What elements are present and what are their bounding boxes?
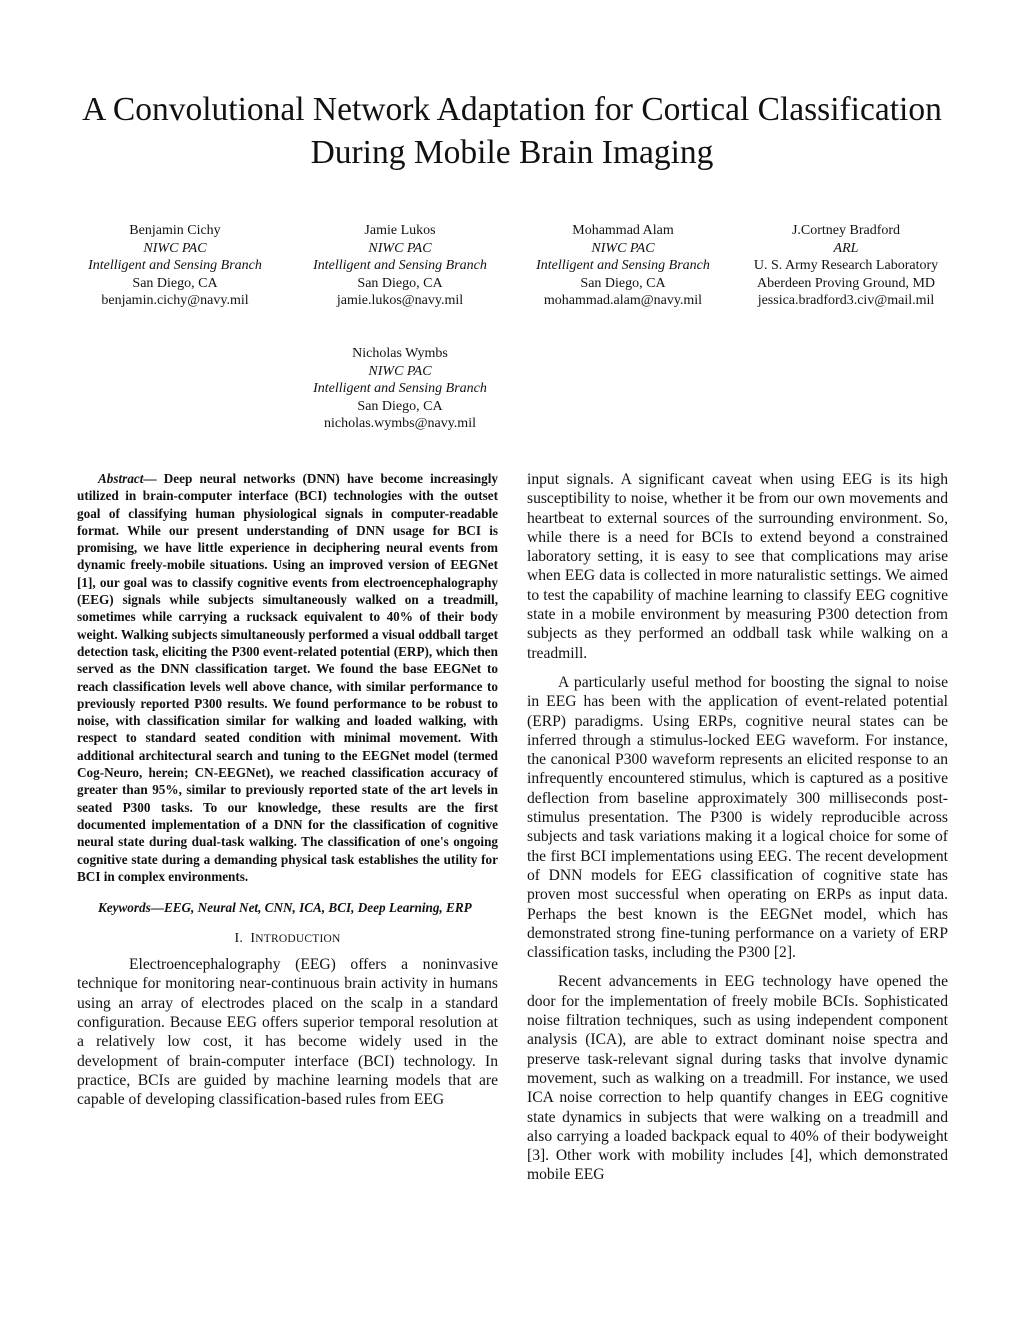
author-dept: Intelligent and Sensing Branch [536, 258, 710, 274]
author-location: Aberdeen Proving Ground, MD [756, 275, 936, 291]
author-email: mohammad.alam@navy.mil [543, 293, 703, 309]
section-title-first: I [250, 931, 256, 947]
author-email: jamie.lukos@navy.mil [336, 293, 464, 309]
author-org: ARL [833, 240, 859, 256]
author-name: Nicholas Wymbs [352, 346, 448, 361]
paper-title: A Convolutional Network Adaptation for Cortical Classification During Mobile Brain Imaging [82, 91, 942, 171]
author-name: Jamie Lukos [364, 223, 436, 238]
author-dept: Intelligent and Sensing Branch [313, 258, 487, 274]
author-name: Mohammad Alam [572, 223, 674, 238]
abstract [77, 470, 498, 885]
author-org: NIWC PAC [591, 240, 655, 256]
author-org: NIWC PAC [368, 240, 432, 256]
author-dept: U. S. Army Research Laboratory [753, 258, 939, 274]
author-block [285, 345, 515, 433]
author-block [60, 222, 290, 310]
section-number: I. [234, 931, 244, 947]
author-location: San Diego, CA [132, 275, 218, 291]
section-heading [77, 931, 498, 947]
author-dept: Intelligent and Sensing Branch [313, 381, 487, 397]
body-paragraph: input signals. A significant caveat when using EEG is its high susceptibility to noise, whether it be from our own movements and heartbeat to external sources of the surrounding environment. So, while there is a need for BCIs to extend beyond a constrained laboratory setting, it is easy to see that complications may arise when EEG data is collected in more naturalistic settings. We aimed to test the capability of machine learning to classify EEG cognitive state in a mobile environment by measuring P300 detection from subjects as they performed an oddball task while walking on a treadmill. [527, 471, 948, 662]
left-column [77, 470, 498, 1110]
author-block [285, 222, 515, 310]
author-location: San Diego, CA [357, 398, 443, 414]
author-org: NIWC PAC [368, 363, 432, 379]
author-block [508, 222, 738, 310]
author-dept: Intelligent and Sensing Branch [88, 258, 262, 274]
body-paragraph: Recent advancements in EEG technology have opened the door for the implementation of freely mobile BCIs. Sophisticated noise filtration techniques, such as using independent component analysis (ICA), are able to extract dominant noise spectra and preserve task-relevant signal during tasks that involve dynamic movement, such as walking on a treadmill. For instance, we used ICA noise correction to help quantify changes in EEG cognitive state dynamics in subjects that were walking on a treadmill and also carrying a loaded backpack equal to 40% of their bodyweight [3]. Other work with mobility includes [4], which demonstrated mobile EEG [527, 973, 948, 1184]
section-title-rest: NTRODUCTION [255, 933, 341, 946]
author-location: San Diego, CA [357, 275, 443, 291]
intro-paragraph: Electroencephalography (EEG) offers a noninvasive technique for monitoring near-continuous brain activity in humans using an array of electrodes placed on the scalp in a standard configuration. Because EEG offers superior temporal resolution at a relatively low cost, it has become widely used in the development of brain-computer interface (BCI) technology. In practice, BCIs are guided by machine learning models that are capable of developing classification-based rules from EEG [77, 956, 498, 1109]
author-name: J.Cortney Bradford [791, 223, 901, 238]
abstract-label: Abstract [98, 471, 144, 486]
author-block [731, 222, 961, 310]
author-location: San Diego, CA [580, 275, 666, 291]
author-email: nicholas.wymbs@navy.mil [324, 416, 476, 432]
author-email: jessica.bradford3.civ@mail.mil [757, 293, 935, 309]
abstract-text: Deep neural networks (DNN) have become increasingly utilized in brain-computer interface (BCI) technologies with the outset goal of classifying human physiological signals in computer-readable format. While our present understanding of DNN usage for BCI is promising, we have little experience in deciphering neural events from dynamic freely-mobile situations. Using an improved version of EEGNet [1], our goal was to classify cognitive events from electroencephalography (EEG) signals while subjects simultaneously walked on a treadmill, sometimes while carrying a rucksack equivalent to 40% of their body weight. Walking subjects simultaneously performed a visual oddball target detection task, eliciting the P300 event-related potential (ERP), which then served as the DNN classification target. We found the base EEGNet to reach classification levels well above chance, with similar performance to previously reported P300 results. We found performance to be robust to noise, with classification similar for walking and loaded walking, with respect to standard seated condition with minimal movement. With additional architectural search and tuning to the EEGNet model (termed Cog-Neuro, herein; CN-EEGNet), we reached classification accuracy of greater than 95%, similar to previously reported state of the art levels in seated P300 tasks. To our knowledge, these results are the first documented implementation of a DNN for the classification of cognitive neural state during dual-task walking. The classification of one's ongoing cognitive state during a demanding physical task establishes the utility for BCI in complex environments. [77, 471, 498, 884]
author-name: Benjamin Cichy [129, 223, 221, 238]
author-email: benjamin.cichy@navy.mil [101, 293, 249, 309]
right-column [527, 470, 948, 1185]
body-paragraph: A particularly useful method for boosting the signal to noise in EEG has been with the application of event-related potential (ERP) paradigms. Using ERPs, cognitive neural states can be inferred through a stimulus-locked EEG waveform. For instance, the canonical P300 waveform represents an elicited response to an infrequently encountered stimulus, which is captured as a positive deflection from baseline approximately 300 milliseconds post-stimulus presentation. The P300 is widely reproducible across subjects and task variations making it a logical choice for some of the first BCI implementations using EEG. The recent development of DNN models for EEG classification of cognitive state has proven most successful when operating on ERPs as input data. Perhaps the best known is the EEGNet model, which has demonstrated strong fine-tuning performance on a variety of ERP classification tasks, including the P300 [2]. [527, 673, 948, 962]
keywords: Keywords—EEG, Neural Net, CNN, ICA, BCI, Deep Learning, ERP [98, 900, 472, 916]
abstract-dash: — [143, 471, 157, 486]
author-org: NIWC PAC [143, 240, 207, 256]
